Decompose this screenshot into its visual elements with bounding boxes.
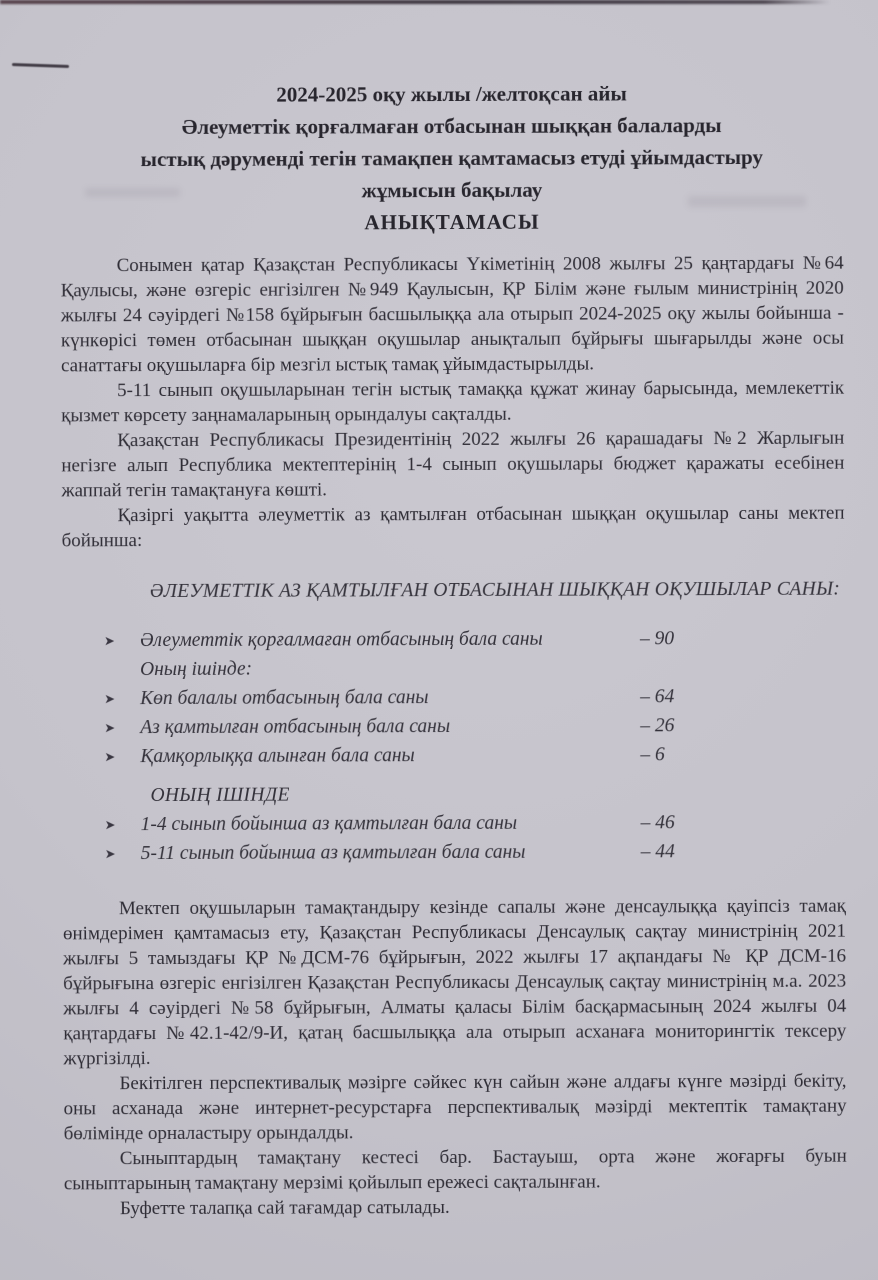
paragraph-1: Сонымен қатар Қазақстан Республикасы Үкіметінің 2008 жылғы 25 қаңтардағы №64 Қаулысы, және өзгеріс енгізілген №949 Қаулысын, ҚР Білім және ғылым министрінің 2020 жылғы 24 сәуірдегі №158 бұйрығын басшылыққа ала отырып 2024-2025 оқу жылы бойынша - күнкөрісі төмен отбасынан шыққан оқушылар анықталып бұйрығы шығарылды және осы санаттағы оқушыларға бір мезгіл ыстық тамақ ұйымдастырылды. bbox=[60, 252, 844, 377]
paragraph-5: Мектеп оқушыларын тамақтандыру кезінде сапалы және денсаулыққа қауіпсіз тамақ өнімдерімен қамтамасыз ету, Қазақстан Республикасы Денсаулық сақтау министрінің 2021 жылғы 5 тамыздағы ҚР №ДСМ-76 бұйрығын, 2022 жылғы 17 ақпандағы № ҚР ДСМ-16 бұйрығына өзгеріс енгізілген Қазақстан Республикасы Денсаулық сақтау министрінің м.а. 2023 жылғы 4 сәуірдегі №58 бұйрығын, Алматы қаласы Білім басқармасының 2024 жылғы 04 қаңтардағы №42.1-42/9-И, қатаң басшылыққа ала отырып асханаға мониторингтік тексеру жүргізілді. bbox=[62, 895, 847, 1070]
paragraph-3: Қазақстан Республикасы Президентінің 2022 жылғы 26 қарашадағы №2 Жарлығын негізге алып Республика мектептерінің 1-4 сынып оқушылары бюджет қаражаты есебінен жаппай тегін тамақтануға көшті. bbox=[61, 427, 845, 502]
grades-count-list bbox=[63, 808, 846, 869]
item-label: 5-11 сынып бойынша аз қамтылған бала саны bbox=[140, 841, 526, 865]
arrow-bullet-icon: ➤ bbox=[104, 818, 116, 834]
arrow-bullet-icon: ➤ bbox=[104, 721, 116, 737]
arrow-bullet-icon: ➤ bbox=[104, 750, 116, 766]
list-item bbox=[62, 682, 845, 714]
title-line-2: Әлеуметтік қорғалмаған отбасынан шыққан балаларды bbox=[181, 113, 722, 139]
list-item bbox=[62, 740, 845, 772]
paragraph-8: Буфетте талапқа сай тағамдар сатылады. bbox=[119, 1197, 450, 1220]
paragraph-2: 5-11 сынып оқушыларынан тегін ыстық тамаққа құжат жинау барысында, мемлекеттік қызмет көрсету заңнамаларының орындалуы сақталды. bbox=[61, 377, 845, 427]
section-heading-2: ОНЫҢ ІШІНДЕ bbox=[150, 784, 290, 807]
list-item bbox=[62, 711, 845, 743]
item-value: – 6 bbox=[640, 744, 665, 766]
title-line-5: АНЫҚТАМАСЫ bbox=[364, 209, 540, 235]
item-label: Аз қамтылған отбасының бала саны bbox=[140, 716, 451, 739]
list-item bbox=[63, 808, 846, 840]
title-line-4: жұмысын бақылау bbox=[361, 177, 543, 203]
item-value: – 90 bbox=[639, 628, 675, 650]
item-label: Көп балалы отбасының бала саны bbox=[140, 687, 429, 710]
title-line-3: ыстық дәруменді тегін тамақпен қамтамасыз етуді ұйымдастыру bbox=[140, 144, 764, 172]
pen-mark bbox=[12, 63, 69, 68]
scan-edge-artifact bbox=[0, 0, 830, 4]
item-label: 1-4 сынып бойынша аз қамтылған бала саны bbox=[140, 812, 518, 836]
document-page bbox=[60, 77, 847, 1222]
section-heading-1: ӘЛЕУМЕТТІК АЗ ҚАМТЫЛҒАН ОТБАСЫНАН ШЫҚҚАН ОҚУШЫЛАР САНЫ: bbox=[149, 578, 841, 603]
item-value: – 46 bbox=[640, 812, 675, 834]
arrow-bullet-icon: ➤ bbox=[104, 692, 116, 708]
item-subnote bbox=[62, 653, 845, 685]
list-item bbox=[63, 837, 846, 869]
paragraph-7: Сыныптардың тамақтану кестесі бар. Бастауыш, орта және жоғарғы буын сыныптарының тамақтану мерзімі қойылып ережесі сақталынған. bbox=[63, 1145, 847, 1195]
item-label: Әлеуметтік қорғалмаған отбасының бала саны bbox=[139, 628, 543, 652]
document-title-block bbox=[60, 77, 844, 240]
item-value: – 64 bbox=[640, 686, 675, 708]
item-label: Қамқорлыққа алынған бала саны bbox=[140, 745, 415, 768]
list-item bbox=[62, 624, 845, 656]
paragraph-6: Бекітілген перспективалық мәзірге сәйкес күн сайын және алдағы күнге мәзірді бекіту, оны асханада және интернет-ресурстарға перспективалық мәзірді мектептік тамақтану бөлімінде орналастыру орындалды. bbox=[63, 1070, 847, 1145]
item-subnote-label: Оның ішінде: bbox=[140, 658, 253, 681]
item-value: – 44 bbox=[640, 841, 675, 863]
item-value: – 26 bbox=[640, 715, 675, 737]
students-count-list bbox=[62, 624, 846, 772]
paragraph-4: Қазіргі уақытта әлеуметтік аз қамтылған отбасынан шыққан оқушылар саны мектеп бойынша: bbox=[61, 502, 845, 552]
arrow-bullet-icon: ➤ bbox=[103, 634, 115, 650]
title-line-1: 2024-2025 оқу жылы /желтоқсан айы bbox=[276, 81, 627, 107]
arrow-bullet-icon: ➤ bbox=[104, 847, 116, 863]
